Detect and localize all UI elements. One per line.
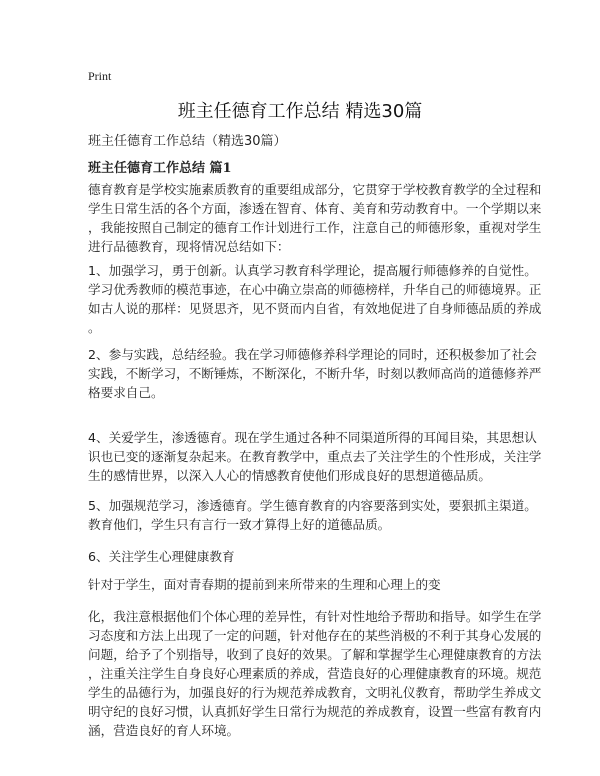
- paragraph-line: 如古人说的那样：见贤思齐，见不贤而内自省，有效地促进了自身师德品质的养成: [88, 301, 542, 316]
- paragraph: [88, 345, 542, 402]
- paragraph-line: 格要求自己。: [88, 385, 164, 400]
- paragraph: [88, 575, 528, 594]
- paragraph-line: 1、加强学习，勇于创新。认真学习教育科学理论，提高履行师德修养的自觉性。: [88, 263, 537, 278]
- paragraph-line: 4、关爱学生，渗透德育。现在学生通过各种不同渠道所得的耳闻目染，其思想认: [88, 430, 537, 445]
- paragraph-line: 明守纪的良好习惯，认真抓好学生日常行为规范的养成教育，设置一些富有教育内: [88, 704, 542, 719]
- paragraph-line: 学习优秀教师的模范事迹，在心中确立崇高的师德榜样，升华自己的师德境界。正: [88, 282, 542, 297]
- paragraph: [88, 180, 542, 256]
- paragraph-line: 学生的品德行为，加强良好的行为规范养成教育，文明礼仪教育，帮助学生养成文: [88, 685, 542, 700]
- document-subtitle: 班主任德育工作总结（精选30篇）: [88, 134, 287, 149]
- paragraph-line: 进行品德教育，现将情况总结如下：: [88, 239, 290, 254]
- paragraph: [88, 428, 542, 485]
- paragraph-line: 化，我注意根据他们个体心理的差异性，有针对性地给予帮助和指导。如学生在学: [88, 609, 542, 624]
- paragraph-line: 德育教育是学校实施素质教育的重要组成部分，它贯穿于学校教育教学的全过程和: [88, 182, 542, 197]
- paragraph-line: ，我能按照自己制定的德育工作计划进行工作，注意自己的师德形象，重视对学生: [88, 220, 542, 235]
- paragraph-line: 5、加强规范学习，渗透德育。学生德育教育的内容要落到实处，要狠抓主渠道。: [88, 498, 537, 513]
- print-label: Print: [88, 69, 112, 83]
- paragraph: [88, 547, 528, 566]
- paragraph-line: 习态度和方法上出现了一定的问题，针对他存在的某些消极的不利于其身心发展的: [88, 628, 542, 643]
- paragraph-line: 教育他们，学生只有言行一致才算得上好的道德品质。: [88, 517, 391, 532]
- paragraph: [88, 496, 537, 534]
- paragraph-line: 6、关注学生心理健康教育: [88, 549, 235, 564]
- paragraph-line: 2、参与实践，总结经验。我在学习师德修养科学理论的同时，还积极参加了社会: [88, 347, 537, 362]
- section-heading: 班主任德育工作总结 篇1: [88, 161, 232, 176]
- paragraph-line: 涵，营造良好的育人环境。: [88, 723, 240, 738]
- page-title: 班主任德育工作总结 精选30篇: [177, 101, 423, 122]
- paragraph-line: 针对于学生，面对青春期的提前到来所带来的生理和心理上的变: [88, 577, 441, 592]
- paragraph-line: 。: [88, 320, 101, 335]
- paragraph-line: 识也已变的逐渐复杂起来。在教育教学中，重点去了关注学生的个性形成，关注学: [88, 449, 542, 464]
- paragraph: [88, 607, 542, 740]
- paragraph-line: 问题，给予了个别指导，收到了良好的效果。了解和掌握学生心理健康教育的方法: [88, 647, 542, 662]
- paragraph-line: ，注重关注学生自身良好心理素质的养成，营造良好的心理健康教育的环境。规范: [88, 666, 542, 681]
- paragraph-line: 生的感情世界，以深入人心的情感教育使他们形成良好的思想道德品质。: [88, 468, 491, 483]
- paragraph-line: 实践，不断学习，不断锤炼，不断深化，不断升华，时刻以教师高尚的道德修养严: [88, 366, 542, 381]
- paragraph-line: 学生日常生活的各个方面，渗透在智育、体育、美育和劳动教育中。一个学期以来: [88, 201, 542, 216]
- paragraph: [88, 261, 542, 337]
